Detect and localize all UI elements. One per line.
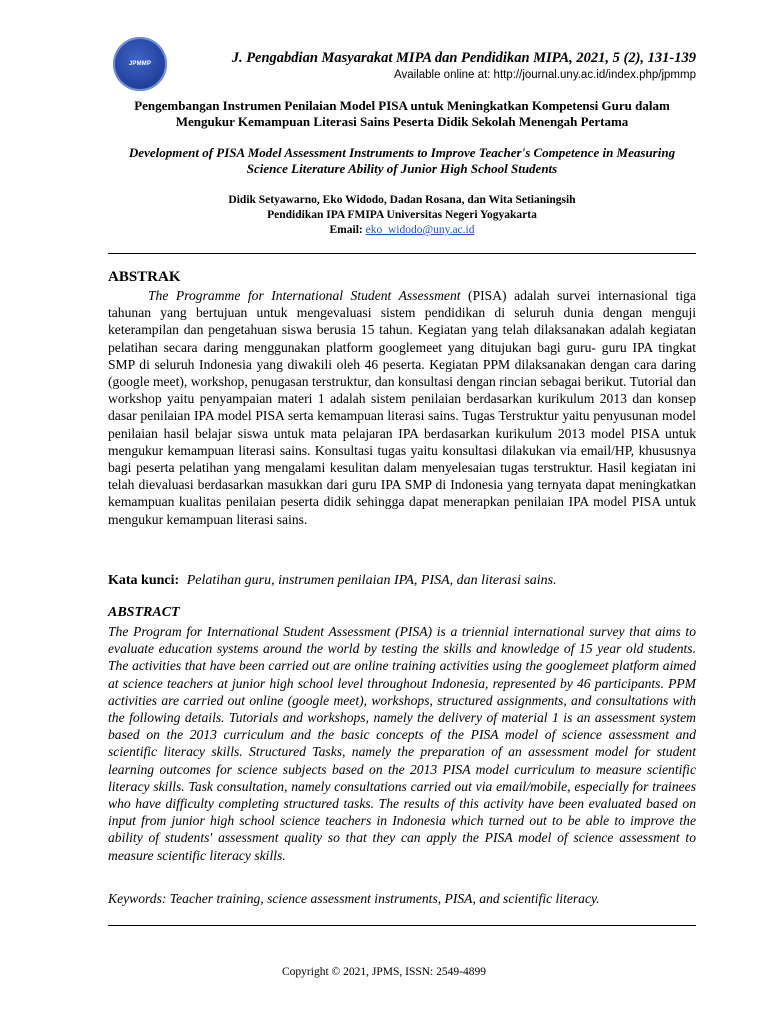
email-label: Email: <box>329 224 363 236</box>
email-line <box>108 223 696 238</box>
kata-kunci <box>108 572 696 589</box>
author-names: Didik Setyawarno, Eko Widodo, Dadan Rosana, dan Wita Setianingsih <box>228 194 576 206</box>
kata-kunci-label: Kata kunci: <box>108 573 180 588</box>
copyright: Copyright © 2021, JPMS, ISSN: 2549-4899 <box>282 966 486 978</box>
journal-logo <box>113 37 167 91</box>
keywords: Keywords: Teacher training, science assessment instruments, PISA, and scientific literacy. <box>108 891 600 906</box>
abstract-body: The Program for International Student Assessment (PISA) is a triennial international survey that aims to evaluate education systems around the world by testing the skills and knowledge of 15 year old students. The activities that have been carried out are online training activities using the googlemeet platform aimed at science teachers at junior high school level throughout Indonesia, represented by 46 participants. PPM activities are carried out online (google meet), workshops, structured assignments, and consultations with the following details. Tutorials and workshops, namely the delivery of material 1 is an assessment system based on the 2013 curriculum and the basic concepts of the PISA model of science assessment and scientific literacy skills. Structured Tasks, namely the preparation of an assessment model for student learning outcomes for science subjects based on the 2013 PISA model curriculum to measure scientific literacy skills. Task consultation, namely consultations carried out via email/mobile, especially for trainees who have difficulty completing structured tasks. The results of this activity have been evaluated based on input from junior high school science teachers in Indonesia which turned out to be able to improve the ability of students' assessment quality so that they can apply the PISA model of science assessment to measure scientific literacy skills. <box>108 624 696 863</box>
email-link[interactable]: eko_widodo@uny.ac.id <box>365 224 475 236</box>
bottom-divider <box>108 925 696 926</box>
abstrak-heading: ABSTRAK <box>108 269 181 285</box>
journal-url[interactable]: Available online at: http://journal.uny.ac.id/index.php/jpmmp <box>394 69 696 81</box>
abstract-heading: ABSTRACT <box>108 605 180 620</box>
title-indonesian: Pengembangan Instrumen Penilaian Model PISA untuk Meningkatkan Kompetensi Guru dalam Mengukur Kemampuan Literasi Sains Peserta Didik Sekolah Menengah Pertama <box>134 98 670 129</box>
author-block <box>108 193 696 238</box>
abstrak-body <box>108 287 696 528</box>
title-english: Development of PISA Model Assessment Instruments to Improve Teacher's Competence in Measuring Science Literature Ability of Junior High School Students <box>128 145 676 176</box>
affiliation: Pendidikan IPA FMIPA Universitas Negeri Yogyakarta <box>267 209 537 221</box>
abstrak-lead: The Programme for International Student Assessment <box>148 288 461 303</box>
abstrak-text: (PISA) adalah survei internasional tiga tahunan yang bertujuan untuk mengevaluasi sistem pendidikan di seluruh dunia dengan menguji keterampilan dan pengetahuan siswa berusia 15 tahun. Kegiatan yang telah dilaksanakan adalah kegiatan pelatihan secara daring menggunakan platform googlemeet yang ditujukan bagi guru- guru IPA tingkat SMP di seluruh Indonesia yang diwakili oleh 46 peserta. Kegiatan PPM dilaksanakan dengan cara daring (google meet), workshop, penugasan terstruktur, dan konsultasi dengan rincian sebagai berikut. Tutorial dan workshop yaitu penyampaian materi 1 adalah sistem penilaian berdasarkan kurikulum 2013 dan konsep dasar penilaian IPA model PISA serta kemampuan literasi sains. Tugas Terstruktur yaitu penyusunan model penilaian hasil belajar siswa untuk mata pelajaran IPA berdasarkan kurikulum 2013 model PISA untuk mengukur kemampuan literasi sains. Konsultasi tugas yaitu konsultasi dilakukan via email/HP, khususnya bagi peserta pelatihan yang mengalami kesulitan dalam menyelesaian tugas terstruktur. Hasil kegiatan ini telah dievaluasi berdasarkan masukkan dari guru IPA SMP di Indonesia yang ternyata dapat meningkatkan kemampuan kualitas penilaian peserta didik sehingga dapat menerapkan penilaian IPA model PISA untuk mengukur kemampuan literasi sains. <box>108 288 696 527</box>
top-divider <box>108 253 696 254</box>
journal-citation: J. Pengabdian Masyarakat MIPA dan Pendidikan MIPA, 2021, 5 (2), 131-139 <box>231 50 696 66</box>
kata-kunci-text: Pelatihan guru, instrumen penilaian IPA, PISA, dan literasi sains. <box>186 573 557 588</box>
logo-text: JPMMP <box>128 61 152 67</box>
